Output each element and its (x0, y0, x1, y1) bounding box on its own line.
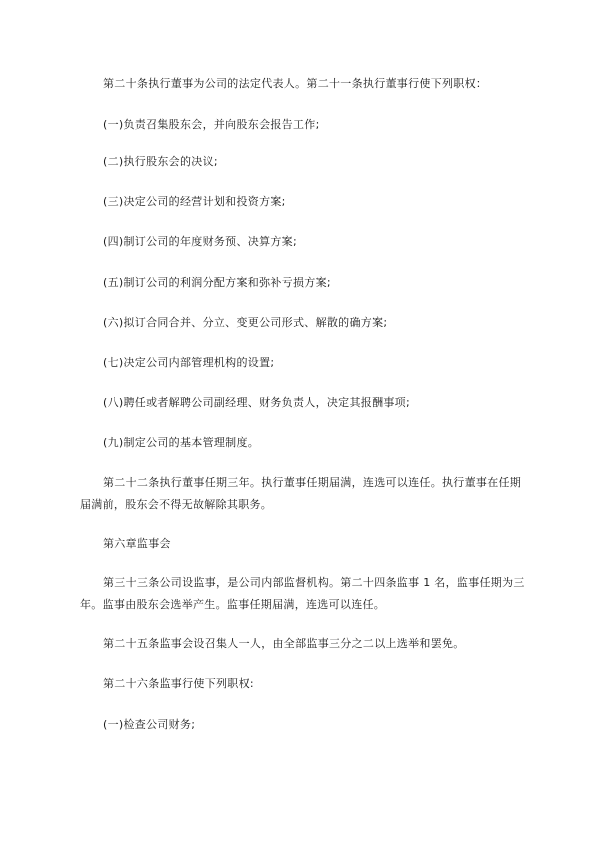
list-item-duty-9: (九)制定公司的基本管理制度。 (103, 436, 260, 449)
list-item-duty-4: (四)制订公司的年度财务预、决算方案; (103, 235, 297, 248)
paragraph-article-20: 第二十条执行董事为公司的法定代表人。第二十一条执行董事行使下列职权： (103, 77, 488, 90)
list-item-duty-7: (七)决定公司内部管理机构的设置; (103, 356, 275, 369)
list-item-duty-5: (五)制订公司的利润分配方案和弥补亏损方案; (103, 276, 331, 289)
paragraph-article-26: 第二十六条监事行使下列职权: (103, 677, 254, 690)
list-item-duty-6: (六)拟订合同合并、分立、变更公司形式、解散的确方案; (103, 316, 388, 329)
chapter-heading: 第六章监事会 (103, 537, 171, 550)
paragraph-article-22: 第二十二条执行董事任期三年。执行董事任期届满，连选可以连任。执行董事在任期届满前，股东会不得无故解除其职务。 (80, 476, 522, 511)
list-item-duty-2: (二)执行股东会的决议; (103, 155, 218, 168)
list-item-duty-8: (八)聘任或者解聘公司副经理、财务负责人，决定其报酬事项; (103, 396, 410, 409)
paragraph-article-25: 第二十五条监事会设召集人一人，由全部监事三分之二以上选举和罢免。 (103, 637, 465, 650)
paragraph-article-23: 第三十三条公司设监事，是公司内部监督机构。第二十四条监事 1 名，监事任期为三年。监事由股东会选举产生。监事任期届满，连选可以连任。 (80, 576, 525, 611)
list-item-supervisor-duty-1: (一)检查公司财务; (103, 718, 196, 731)
list-item-duty-1: (一)负责召集股东会，并向股东会报告工作; (103, 118, 320, 131)
list-item-duty-3: (三)决定公司的经营计划和投资方案; (103, 195, 286, 208)
